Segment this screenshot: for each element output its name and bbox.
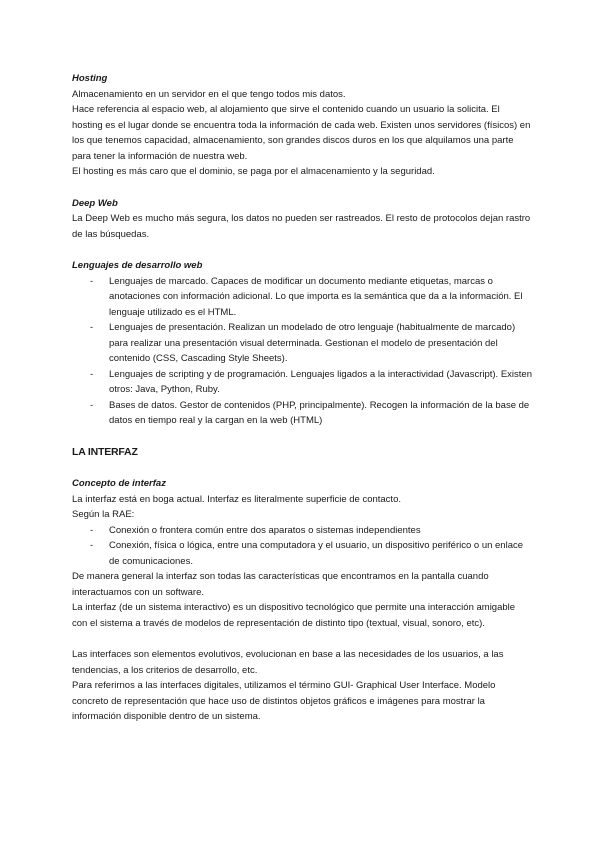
list-item: - Conexión, física o lógica, entre una computadora y el usuario, un dispositivo periférico o un enlace de comunicaciones. [72, 538, 532, 569]
spacer [72, 429, 532, 445]
spacer [72, 631, 532, 647]
hosting-heading: Hosting [72, 73, 108, 84]
interfaz-paragraph: Para referirnos a las interfaces digitales, utilizamos el término GUI- Graphical User Interface. Modelo concreto de representación que hace uso de distintos objetos gráficos e imágenes para mostrar la información disponible dentro de un sistema. [72, 680, 496, 722]
hosting-paragraph: Almacenamiento en un servidor en el que tengo todos mis datos. [72, 88, 346, 100]
list-item: - Lenguajes de marcado. Capaces de modificar un documento mediante etiquetas, marcas o anotaciones con información adicional. Lo que importa es la semántica que da a la información. El lenguaje utilizado es el HTML. [72, 274, 532, 321]
list-item: - Lenguajes de presentación. Realizan un modelado de otro lenguaje (habitualmente de marcado) para realizar una presentación visual determinada. Gestionan el modelo de presentación del contenido (CSS, Cascading Style Sheets). [72, 320, 532, 367]
concepto-heading: Concepto de interfaz [72, 478, 166, 489]
lenguajes-list [72, 274, 532, 429]
list-item: - Bases de datos. Gestor de contenidos (PHP, principalmente). Recogen la información de la base de datos en tiempo real y la cargan en la web (HTML) [72, 398, 532, 429]
interfaz-intro: La interfaz está en boga actual. Interfaz es literalmente superficie de contacto. [72, 493, 401, 505]
spacer [72, 460, 532, 476]
hosting-paragraph: El hosting es más caro que el dominio, se paga por el almacenamiento y la seguridad. [72, 166, 435, 177]
section-title: LA INTERFAZ [72, 445, 138, 458]
rae-list [72, 523, 532, 570]
deep-web-paragraph: La Deep Web es mucho más segura, los datos no pueden ser rastreados. El resto de protocolos dejan rastro de las búsquedas. [72, 213, 531, 240]
spacer [72, 180, 532, 196]
interfaz-paragraph: La interfaz (de un sistema interactivo) es un dispositivo tecnológico que permite una interacción amigable con el sistema a través de modelos de representación de distinto tipo (textual, visual, sonoro, etc). [72, 602, 516, 629]
document-body [72, 71, 532, 725]
list-item: - Conexión o frontera común entre dos aparatos o sistemas independientes [72, 523, 532, 539]
interfaz-intro: Según la RAE: [72, 509, 135, 520]
spacer [72, 242, 532, 258]
hosting-paragraph: Hace referencia al espacio web, al alojamiento que sirve el contenido cuando un usuario la solicita. El hosting es el lugar donde se encuentra toda la información de cada web. Existen unos servidores (físicos) en los que tenemos capacidad, almacenamiento, son grandes discos duros en los que alquilamos una parte para tener la información de nuestra web. [72, 104, 531, 162]
deep-web-heading: Deep Web [72, 197, 118, 209]
lenguajes-heading: Lenguajes de desarrollo web [72, 260, 203, 271]
interfaz-paragraph: De manera general la interfaz son todas las características que encontramos en la pantalla cuando interactuamos con un software. [72, 571, 489, 598]
interfaz-paragraph: Las interfaces son elementos evolutivos, evolucionan en base a las necesidades de los usuarios, a las tendencias, a los criterios de desarrollo, etc. [72, 649, 504, 676]
list-item: - Lenguajes de scripting y de programación. Lenguajes ligados a la interactividad (Javascript). Existen otros: Java, Python, Ruby. [72, 367, 532, 398]
